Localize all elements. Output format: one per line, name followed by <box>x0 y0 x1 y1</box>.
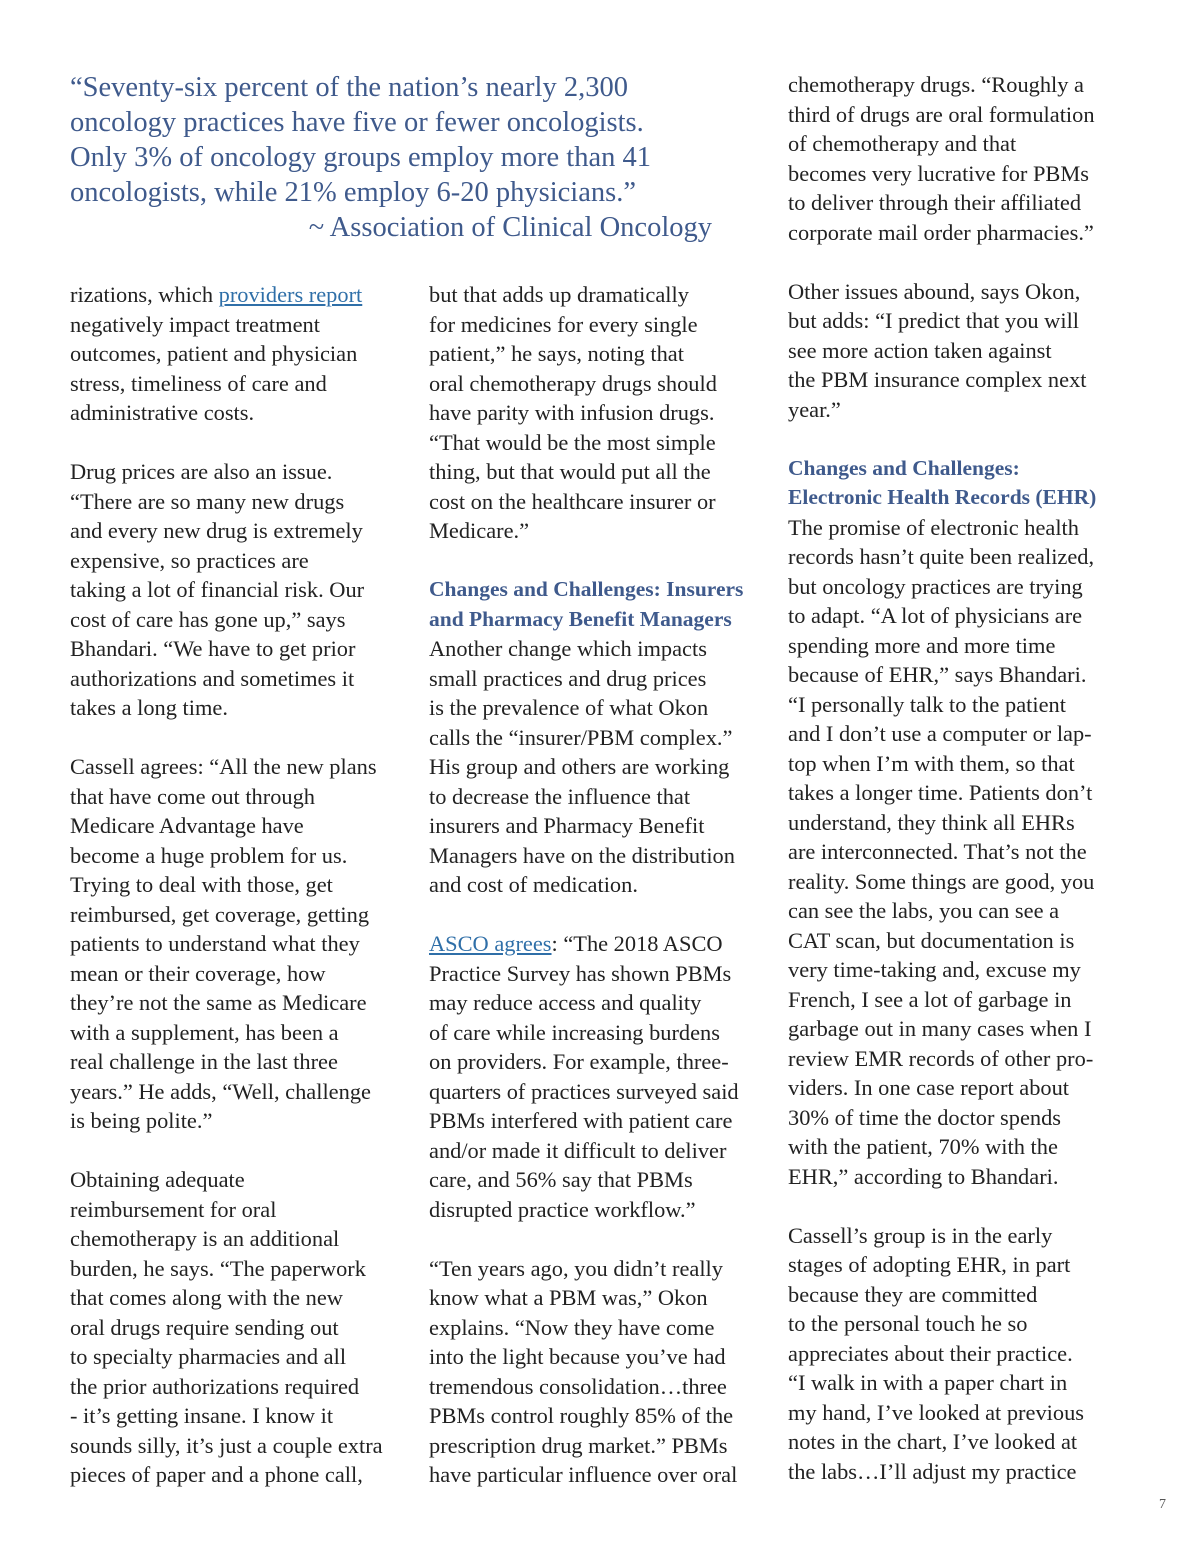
paragraph-line: Practice Survey has shown PBMs <box>429 960 732 986</box>
paragraph-line: Medicare.” <box>429 518 530 543</box>
section-heading-line: Changes and Challenges: <box>788 455 1020 480</box>
paragraph-line: become a huge problem for us. <box>70 842 348 868</box>
paragraph-line: patients to understand what they <box>70 931 360 956</box>
paragraph-line: expensive, so practices are <box>70 547 309 573</box>
paragraph <box>788 1221 1133 1487</box>
paragraph-line: and/or made it difficult to deliver <box>429 1137 727 1163</box>
paragraph-line: chemotherapy drugs. “Roughly a <box>788 72 1084 97</box>
paragraph-line: to adapt. “A lot of physicians are <box>788 603 1083 628</box>
section-heading-line: Electronic Health Records (EHR) <box>788 485 1097 509</box>
paragraph-line: my hand, I’ve looked at previous <box>788 1399 1084 1425</box>
paragraph-line: to the personal touch he so <box>788 1311 1028 1336</box>
article-column-3 <box>788 70 1133 1486</box>
paragraph-line: spending more and more time <box>788 632 1056 658</box>
paragraph-line: to deliver through their affiliated <box>788 190 1082 215</box>
paragraph-line: reality. Some things are good, you <box>788 868 1095 894</box>
paragraph-line: Medicare Advantage have <box>70 813 304 838</box>
paragraph-line: calls the “insurer/PBM complex.” <box>429 724 733 750</box>
paragraph <box>788 70 1133 247</box>
paragraph-line: and I don’t use a computer or lap- <box>788 721 1092 746</box>
paragraph-line: taking a lot of financial risk. Our <box>70 577 365 602</box>
paragraph-line: “There are so many new drugs <box>70 488 345 514</box>
paragraph-line: oral drugs require sending out <box>70 1314 339 1340</box>
paragraph-line: very time-taking and, excuse my <box>788 957 1081 982</box>
paragraph-line: CAT scan, but documentation is <box>788 927 1075 953</box>
paragraph-line: but adds: “I predict that you will <box>788 308 1080 333</box>
paragraph-line: appreciates about their practice. <box>788 1340 1073 1366</box>
paragraph-line: 30% of time the doctor spends <box>788 1104 1061 1130</box>
paragraph-line: - it’s getting insane. I know it <box>70 1403 334 1428</box>
paragraph-line: “I personally talk to the patient <box>788 691 1066 717</box>
paragraph-line: small practices and drug prices <box>429 665 707 691</box>
paragraph-line: burden, he says. “The paperwork <box>70 1255 366 1281</box>
paragraph-line: is being polite.” <box>70 1108 213 1133</box>
providers-report-link[interactable]: providers report <box>218 282 363 307</box>
paragraph-line <box>70 280 415 310</box>
paragraph-line: and every new drug is extremely <box>70 518 363 543</box>
paragraph-line: with a supplement, has been a <box>70 1019 339 1045</box>
paragraph-line: year.” <box>788 396 841 422</box>
asco-agrees-link[interactable]: ASCO agrees <box>429 931 552 956</box>
paragraph-line: cost on the healthcare insurer or <box>429 488 716 514</box>
paragraph-line: His group and others are working <box>429 754 730 779</box>
paragraph-line: patient,” he says, noting that <box>429 341 684 366</box>
paragraph-line: of care while increasing burdens <box>429 1019 720 1045</box>
page-number: 7 <box>1159 1497 1166 1512</box>
paragraph-line: to specialty pharmacies and all <box>70 1344 347 1369</box>
paragraph-line: tremendous consolidation…three <box>429 1373 727 1399</box>
paragraph-line: sounds silly, it’s just a couple extra <box>70 1432 383 1458</box>
section-heading <box>788 454 1133 513</box>
text-run: rizations, which <box>70 282 219 307</box>
pull-quote-line: Only 3% of oncology groups employ more than 41 <box>70 142 651 173</box>
paragraph-line: to decrease the influence that <box>429 783 691 809</box>
paragraph-line: disrupted practice workflow.” <box>429 1196 696 1222</box>
paragraph-line: thing, but that would put all the <box>429 459 711 484</box>
paragraph-line: years.” He adds, “Well, challenge <box>70 1078 371 1104</box>
paragraph-line: French, I see a lot of garbage in <box>788 986 1072 1012</box>
pull-quote-line: oncology practices have five or fewer oncologists. <box>70 107 644 138</box>
paragraph-line: understand, they think all EHRs <box>788 809 1075 835</box>
paragraph-line: have parity with infusion drugs. <box>429 400 715 425</box>
paragraph-line: Bhandari. “We have to get prior <box>70 636 356 661</box>
paragraph-line: real challenge in the last three <box>70 1049 338 1074</box>
paragraph-line: garbage out in many cases when I <box>788 1016 1092 1041</box>
paragraph-line: the labs…I’ll adjust my practice <box>788 1458 1077 1484</box>
article-column-2 <box>429 280 774 1490</box>
paragraph-line: reimbursement for oral <box>70 1196 277 1222</box>
paragraph-line: Trying to deal with those, get <box>70 872 333 897</box>
paragraph-line: is the prevalence of what Okon <box>429 695 709 720</box>
paragraph-line: Managers have on the distribution <box>429 842 735 868</box>
paragraph-line: they’re not the same as Medicare <box>70 990 367 1015</box>
paragraph <box>429 959 774 1225</box>
paragraph-line: The promise of electronic health <box>788 514 1079 540</box>
paragraph-line: “I walk in with a paper chart in <box>788 1370 1068 1395</box>
paragraph-line: Another change which impacts <box>429 636 707 661</box>
paragraph <box>429 1254 774 1490</box>
section-heading-line: Changes and Challenges: Insurers <box>429 577 744 601</box>
paragraph <box>70 752 415 1136</box>
paragraph <box>70 310 415 428</box>
paragraph-line: stress, timeliness of care and <box>70 370 327 396</box>
paragraph-line: takes a long time. <box>70 695 228 720</box>
paragraph-line: with the patient, 70% with the <box>788 1134 1058 1159</box>
paragraph-line: on providers. For example, three- <box>429 1049 729 1074</box>
pull-quote-line: “Seventy-six percent of the nation’s nearly 2,300 <box>70 72 628 103</box>
paragraph-line: EHR,” according to Bhandari. <box>788 1163 1059 1189</box>
paragraph-line: because of EHR,” says Bhandari. <box>788 662 1087 687</box>
paragraph-line: negatively impact treatment <box>70 311 320 337</box>
paragraph-line: notes in the chart, I’ve looked at <box>788 1429 1078 1454</box>
paragraph <box>429 280 774 546</box>
paragraph-line: chemotherapy is an additional <box>70 1226 340 1251</box>
section-heading <box>429 575 774 634</box>
paragraph-line: have particular influence over oral <box>429 1462 738 1487</box>
paragraph-line: explains. “Now they have come <box>429 1314 715 1340</box>
pull-quote-line: oncologists, while 21% employ 6-20 physicians.” <box>70 177 636 208</box>
pull-quote-attribution: ~ Association of Clinical Oncology <box>308 212 712 243</box>
paragraph-line: prescription drug market.” PBMs <box>429 1432 728 1458</box>
paragraph-line: review EMR records of other pro- <box>788 1045 1094 1071</box>
paragraph <box>70 457 415 723</box>
paragraph-line: PBMs control roughly 85% of the <box>429 1403 734 1428</box>
paragraph <box>788 513 1133 1192</box>
paragraph-line <box>429 929 774 959</box>
paragraph-line: cost of care has gone up,” says <box>70 606 346 632</box>
article-column-1 <box>70 280 415 1490</box>
paragraph-line: for medicines for every single <box>429 311 698 337</box>
paragraph-line: care, and 56% say that PBMs <box>429 1167 693 1192</box>
paragraph-line: pieces of paper and a phone call, <box>70 1462 363 1487</box>
paragraph-line: are interconnected. That’s not the <box>788 839 1087 864</box>
paragraph-line: that have come out through <box>70 783 315 809</box>
paragraph-line: Cassell’s group is in the early <box>788 1222 1053 1248</box>
paragraph-line: reimbursed, get coverage, getting <box>70 901 370 927</box>
paragraph-line: Other issues abound, says Okon, <box>788 278 1081 304</box>
paragraph-line: but oncology practices are trying <box>788 573 1083 599</box>
paragraph-line: may reduce access and quality <box>429 990 702 1015</box>
paragraph-line: into the light because you’ve had <box>429 1344 726 1369</box>
paragraph-line: takes a longer time. Patients don’t <box>788 780 1093 805</box>
paragraph-line: outcomes, patient and physician <box>70 341 358 366</box>
paragraph-line: top when I’m with them, so that <box>788 750 1075 776</box>
paragraph-line: mean or their coverage, how <box>70 960 326 986</box>
paragraph-line: Drug prices are also an issue. <box>70 459 333 484</box>
paragraph-line: becomes very lucrative for PBMs <box>788 160 1089 186</box>
paragraph-line: Cassell agrees: “All the new plans <box>70 754 377 779</box>
pull-quote <box>70 70 720 245</box>
paragraph-line: PBMs interfered with patient care <box>429 1108 733 1133</box>
paragraph-line: quarters of practices surveyed said <box>429 1078 739 1104</box>
paragraph-line: Obtaining adequate <box>70 1167 245 1192</box>
paragraph-line: and cost of medication. <box>429 872 638 897</box>
paragraph <box>70 1165 415 1490</box>
paragraph-line: because they are committed <box>788 1281 1038 1307</box>
paragraph-line: “Ten years ago, you didn’t really <box>429 1255 723 1281</box>
paragraph-line: see more action taken against <box>788 337 1052 363</box>
paragraph-line: can see the labs, you can see a <box>788 898 1060 923</box>
paragraph-line: the prior authorizations required <box>70 1373 360 1399</box>
text-run: : “The 2018 ASCO <box>551 931 723 956</box>
paragraph <box>429 634 774 900</box>
paragraph-line: records hasn’t quite been realized, <box>788 544 1095 569</box>
paragraph-line: stages of adopting EHR, in part <box>788 1252 1071 1277</box>
paragraph-line: authorizations and sometimes it <box>70 665 355 691</box>
paragraph-line: oral chemotherapy drugs should <box>429 370 717 396</box>
paragraph <box>788 277 1133 425</box>
section-heading-line: and Pharmacy Benefit Managers <box>429 606 732 631</box>
paragraph-line: that comes along with the new <box>70 1285 343 1310</box>
paragraph-line: third of drugs are oral formulation <box>788 101 1095 127</box>
paragraph-line: the PBM insurance complex next <box>788 367 1087 392</box>
paragraph-line: “That would be the most simple <box>429 429 716 455</box>
paragraph-line: insurers and Pharmacy Benefit <box>429 813 705 838</box>
paragraph-line: but that adds up dramatically <box>429 282 689 307</box>
paragraph-line: corporate mail order pharmacies.” <box>788 219 1094 245</box>
paragraph-line: know what a PBM was,” Okon <box>429 1285 708 1310</box>
paragraph-line: administrative costs. <box>70 400 255 425</box>
paragraph-line: viders. In one case report about <box>788 1075 1070 1100</box>
paragraph-line: of chemotherapy and that <box>788 131 1017 156</box>
